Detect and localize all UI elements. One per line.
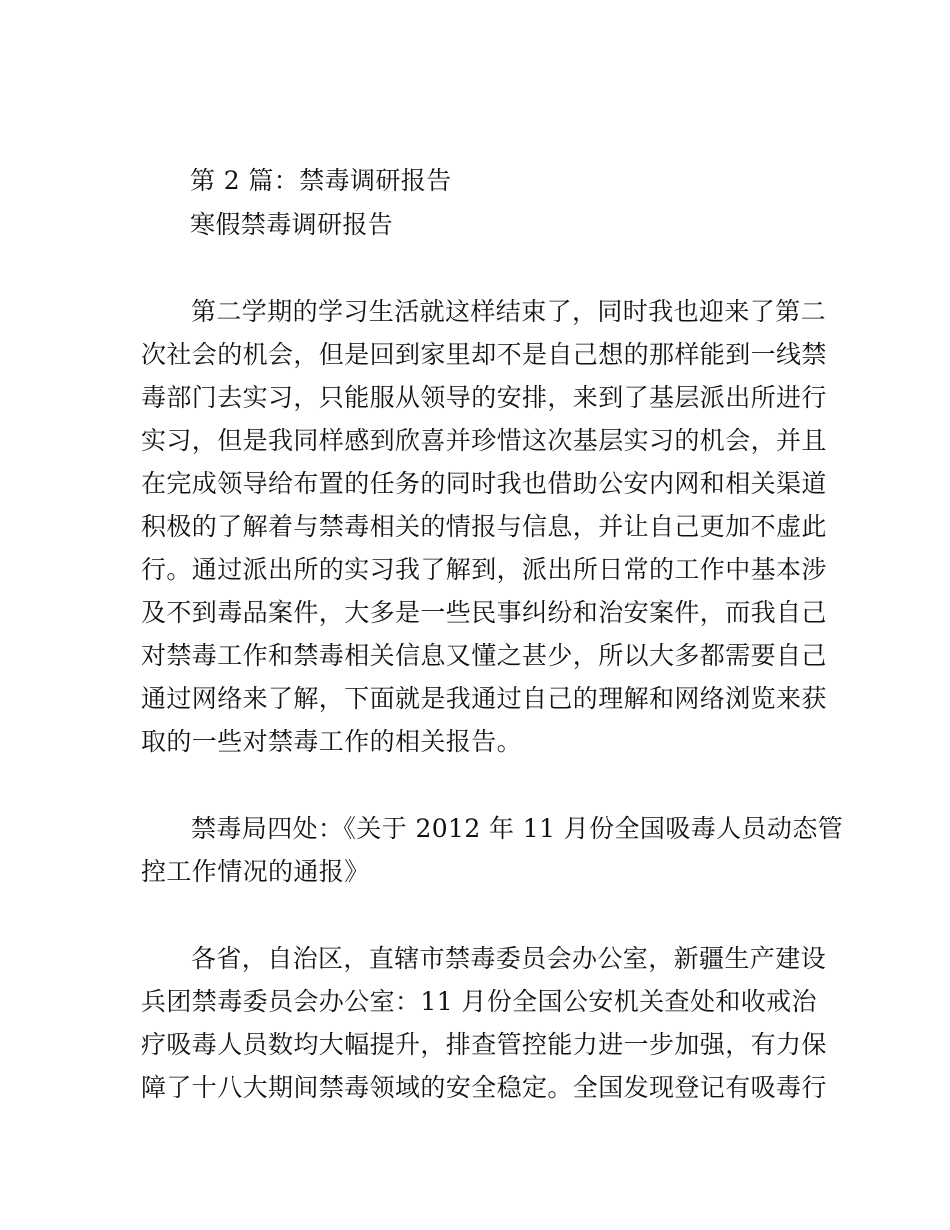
paragraph-line: 对禁毒工作和禁毒相关信息又懂之甚少，所以大多都需要自己 <box>141 641 827 670</box>
notice-title-line: 禁毒局四处：《关于 2012 年 11 月份全国吸毒人员动态管 <box>191 814 844 843</box>
paragraph-line: 第二学期的学习生活就这样结束了，同时我也迎来了第二 <box>191 297 827 326</box>
paragraph-line: 实习，但是我同样感到欣喜并珍惜这次基层实习的机会，并且 <box>141 426 827 455</box>
notice-title-line: 控工作情况的通报》 <box>141 857 370 886</box>
document-title: 第 2 篇：禁毒调研报告 <box>190 166 452 195</box>
paragraph-line: 次社会的机会，但是回到家里却不是自己想的那样能到一线禁 <box>141 340 827 369</box>
paragraph-line: 通过网络来了解，下面就是我通过自己的理解和网络浏览来获 <box>141 684 827 713</box>
paragraph-line: 行。通过派出所的实习我了解到，派出所日常的工作中基本涉 <box>141 555 827 584</box>
paragraph-line: 积极的了解着与禁毒相关的情报与信息，并让自己更加不虚此 <box>141 512 827 541</box>
paragraph-line: 在完成领导给布置的任务的同时我也借助公安内网和相关渠道 <box>141 469 827 498</box>
paragraph-line: 障了十八大期间禁毒领域的安全稳定。全国发现登记有吸毒行 <box>141 1073 827 1102</box>
paragraph-line: 各省，自治区，直辖市禁毒委员会办公室，新疆生产建设 <box>191 944 827 973</box>
paragraph-line: 毒部门去实习，只能服从领导的安排，来到了基层派出所进行 <box>141 383 827 412</box>
paragraph-line: 取的一些对禁毒工作的相关报告。 <box>141 727 523 756</box>
document-subtitle: 寒假禁毒调研报告 <box>190 210 394 239</box>
paragraph-line: 兵团禁毒委员会办公室：11 月份全国公安机关查处和收戒治 <box>141 987 817 1016</box>
paragraph-line: 及不到毒品案件，大多是一些民事纠纷和治安案件，而我自己 <box>141 598 827 627</box>
paragraph-line: 疗吸毒人员数均大幅提升，排查管控能力进一步加强，有力保 <box>141 1030 827 1059</box>
